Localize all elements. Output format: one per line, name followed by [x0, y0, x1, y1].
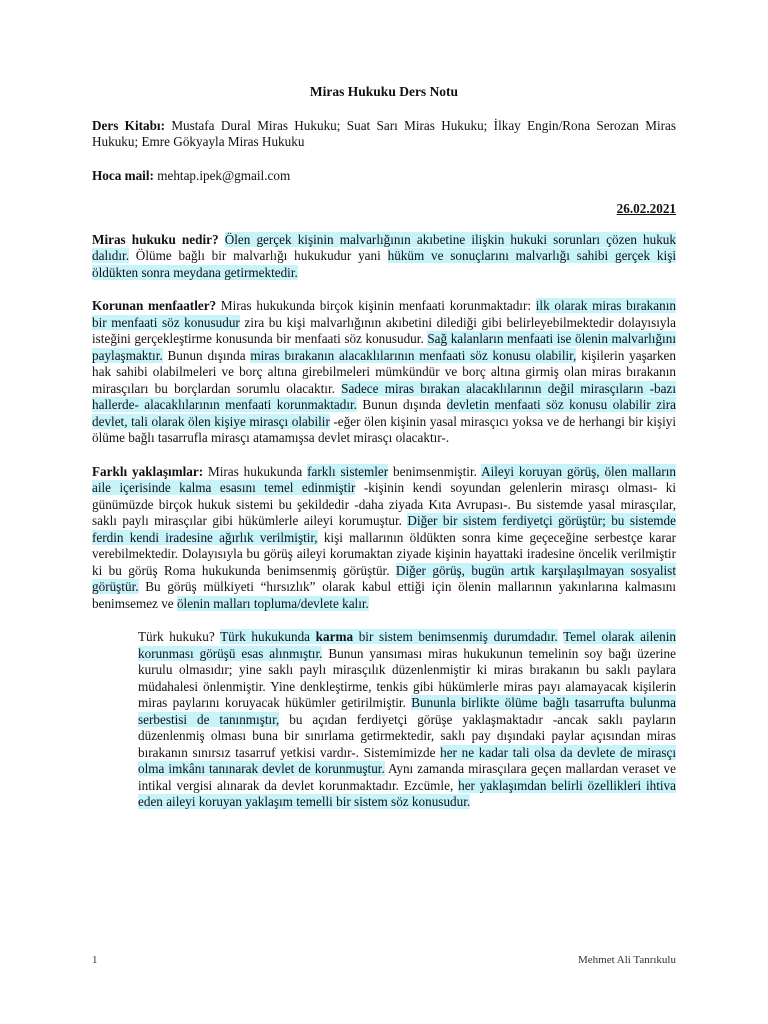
- text-run: bir sistem benimsenmiş durumdadır.: [353, 629, 558, 644]
- highlight: farklı sistemler: [307, 463, 389, 479]
- highlight: Sağ kalanların menfaati ise ölenin malvarlığını paylaşmaktır.: [92, 331, 676, 363]
- text-run: Miras hukukunda: [203, 463, 308, 479]
- paragraph-approaches: [92, 464, 676, 613]
- page-footer: [92, 954, 676, 966]
- highlight: her ne kadar tali olsa da devlete de mirasçı olma imkânı tanınarak devlet de korunmuştur.: [138, 744, 676, 776]
- email-value: mehtap.ipek@gmail.com: [157, 167, 291, 183]
- highlight: Diğer bir sistem ferdiyetçi görüştür; bu sistemde ferdin kendi iradesine ağırlık verilmiştir,: [92, 513, 676, 545]
- question-heading: Farklı yaklaşımlar:: [92, 463, 204, 479]
- highlight: devletin menfaati söz konusu olabilir zira devlet, tali olarak ölen kişiye mirasçı olabilir: [92, 397, 677, 429]
- text-run: Bunun dışında: [356, 397, 447, 412]
- document-title: Miras Hukuku Ders Notu: [309, 84, 459, 99]
- text-run: kişilerin yaşarken hak sahibi olabilmeleri ve borç altına girebilmeleri mümkündür ve borç altına girmiş olan miras bırakanın mirasçıları bu borçlardan sorumlu olacaktır.: [92, 347, 676, 396]
- question-heading: Korunan menfaatler?: [92, 298, 217, 313]
- author-name: Mehmet Ali Tanrıkulu: [577, 954, 676, 966]
- textbook-text: Mustafa Dural Miras Hukuku; Suat Sarı Miras Hukuku; İlkay Engin/Rona Serozan Miras Hukuku; Emre Gökyayla Miras Hukuku: [92, 117, 676, 149]
- highlight: Sadece miras bırakan alacaklılarının değil mirasçıların -bazı hallerde- alacaklılarının menfaati korunmaktadır.: [92, 380, 676, 412]
- highlight: Ölen gerçek kişinin malvarlığının akıbetine ilişkin hukuki sorunları çözen hukuk dalıdır.: [92, 231, 676, 263]
- text-run: -kişinin kendi soyundan gelenlerin mirasçı olması- ki günümüzde birçok hukuk sistemi bu şekildedir -daha ziyada Kıta Avrupası-. Bu sistemde yasal mirasçılar, saklı paylı mirasçılar gibi hükümlerle aileyi korumuştur.: [92, 480, 677, 528]
- text-run: Türk hukuku?: [138, 629, 221, 644]
- text-run: zira bu kişi malvarlığının akıbetini dilediği gibi belirleyebilmektedir dolayısıyla isteğini gerçekleştirme konusunda bir menfaati söz konusudur.: [92, 314, 676, 346]
- highlight: Diğer görüş, bugün artık karşılaşılmayan sosyalist görüştür.: [92, 562, 676, 594]
- text-run: Bu görüş mülkiyeti “hırsızlık” olarak kabul ettiği için ölenin mallarının yakınlarına kalmasını benimsemez ve: [92, 579, 676, 611]
- email-label: Hoca mail:: [92, 167, 154, 183]
- highlight: Bununla birlikte ölüme bağlı tasarrufta bulunma serbestisi de tanınmıştır,: [138, 695, 677, 727]
- text-run: Türk hukukunda: [220, 629, 316, 644]
- text-run: -eğer ölen kişinin yasal mirasçıcı yoksa ve de herhangi bir kişiyi ölüme bağlı tasarrufla mirasçı atamamışsa devlet mirasçı olacaktır-.: [92, 413, 676, 445]
- text-run: Bunun dışında: [162, 347, 251, 363]
- document-body: [92, 84, 676, 811]
- highlight: [220, 629, 558, 644]
- question-heading: Miras hukuku nedir?: [92, 231, 219, 247]
- lecture-date: 26.02.2021: [616, 201, 676, 216]
- textbook-line: [92, 118, 676, 151]
- text-run: Aynı zamanda mirasçılara geçen mallardan veraset ve intikal vergisi alınarak da devlet korunmaktadır. Ezcümle,: [138, 761, 676, 793]
- text-run: kişi mallarının öldükten sonra kime geçeceğine serbestçe karar verebilmektedir. Dolayısıyla bu görüş aileyi korumaktan ziyade kişinin hayattaki iradesine öncelik verilmiştir ki bu görüş Roma hukukunda benimsenmiş görüştür.: [92, 529, 676, 578]
- text-run: benimsenmiştir.: [388, 463, 482, 479]
- highlight: hüküm ve sonuçlarını malvarlığı sahibi gerçek kişi öldükten sonra meydana getirmektedir.: [92, 248, 676, 280]
- highlight: ilk olarak miras bırakanın bir menfaati söz konusudur: [92, 298, 676, 330]
- page-number: 1: [92, 954, 98, 966]
- text-run: Ölüme bağlı bir malvarlığı hukukudur yani: [129, 248, 388, 263]
- email-line: [92, 168, 676, 185]
- text-run: Bunun yansıması miras hukukunun temelinin soy bağı üzerine kurulu olmasıdır; yine saklı paylı mirasçılık düzenlenmiştir ki miras bırakanın bu saklı paylara müdahalesi önlenmiştir. Yine denkleştirme, tenkis gibi hükümlerle miras payı alamayacak kişilerin miras paylarını koruyacak hükümler getirilmiştir.: [138, 645, 676, 710]
- highlight: miras bırakanın alacaklılarının menfaati söz konusu olabilir,: [250, 347, 577, 363]
- highlight: ölenin malları topluma/devlete kalır.: [176, 595, 369, 611]
- highlight: Temel olarak ailenin korunması görüşü esas alınmıştır.: [138, 629, 677, 661]
- highlight: Aileyi koruyan görüş, ölen malların aile içerisinde kalma esasını temel edinmiştir: [92, 463, 676, 495]
- bold-term: karma: [315, 629, 354, 644]
- text-run: Miras hukukunda birçok kişinin menfaati korunmaktadır:: [216, 298, 536, 313]
- highlight: her yaklaşımdan belirli özellikleri ihtiva eden aileyi koruyan yaklaşım temelli bir sistem söz konusudur.: [138, 777, 676, 809]
- paragraph-interests: [92, 298, 676, 447]
- text-run: bu açıdan ferdiyetçi görüşe yaklaşmaktadır -ancak saklı payların düzenlenmiş olması buna bir sınırlama getirmektedir, saklı pay dışındaki paylar açısından miras bırakanın sınırsız tasarruf yetkisi vardır-. Sistemimizde: [138, 711, 677, 760]
- paragraph-what-is: [92, 232, 676, 282]
- textbook-label: Ders Kitabı:: [92, 117, 165, 133]
- paragraph-turkish-law: [138, 629, 676, 811]
